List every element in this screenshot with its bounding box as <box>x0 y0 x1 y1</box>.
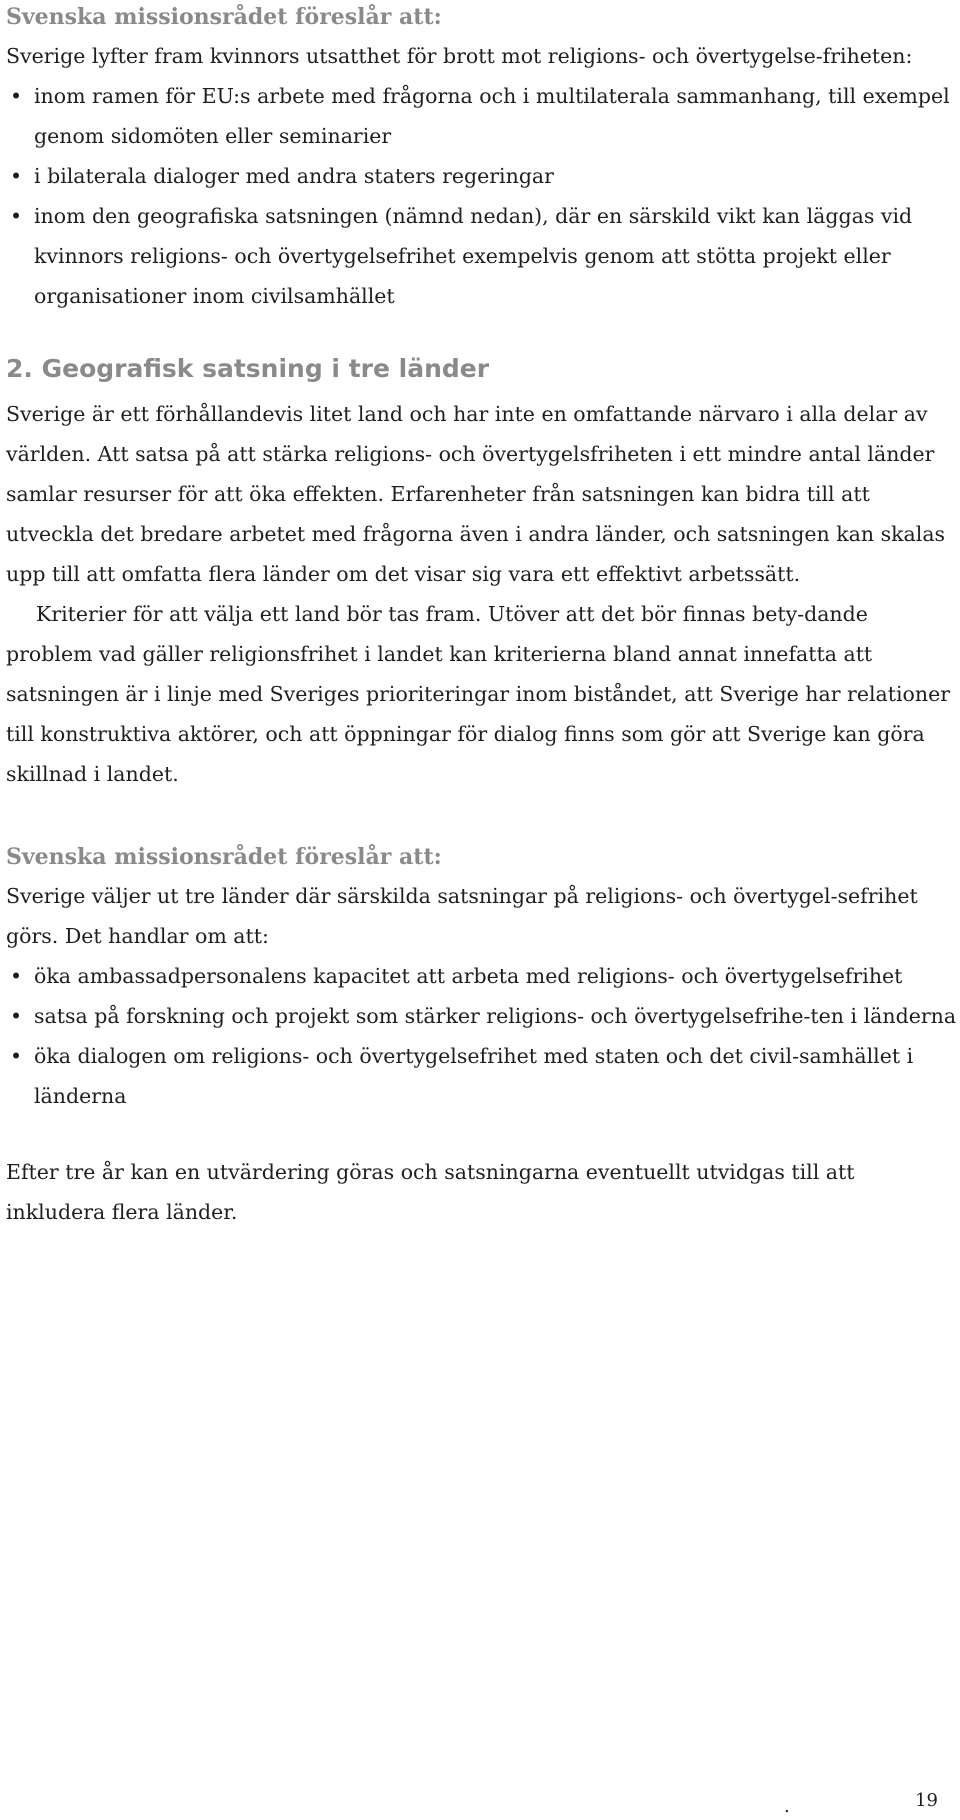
bullet-icon: • <box>10 1044 23 1068</box>
bullet-icon: • <box>10 1004 23 1028</box>
document-page <box>6 0 958 1232</box>
closing-paragraph: Efter tre år kan en utvärdering göras och satsningarna eventuellt utvidgas till att inkludera flera länder. <box>6 1160 855 1224</box>
section-heading-2: 2. Geografisk satsning i tre länder <box>6 354 490 383</box>
bullet-icon: • <box>10 204 23 228</box>
list-item: • öka dialogen om religions- och övertygelsefrihet med staten och det civil-samhället i länderna <box>6 1036 958 1116</box>
list-item: • satsa på forskning och projekt som stärker religions- och övertygelsefrihe-ten i länderna <box>6 996 958 1036</box>
proposal-intro-2: Sverige väljer ut tre länder där särskilda satsningar på religions- och övertygel-sefrihet görs. Det handlar om att: <box>6 884 918 948</box>
bullet-icon: • <box>10 84 23 108</box>
list-item: • inom ramen för EU:s arbete med frågorna och i multilaterala sammanhang, till exempel genom sidomöten eller seminarier <box>6 76 958 156</box>
proposal-heading-2: Svenska missionsrådet föreslår att: <box>6 844 442 870</box>
list-item: • i bilaterala dialoger med andra staters regeringar <box>6 156 958 196</box>
proposal-list-1 <box>6 76 958 316</box>
section-paragraph-1: Sverige är ett förhållandevis litet land och har inte en omfattande närvaro i alla delar av världen. Att satsa på att stärka religions- och övertygelsfriheten i ett mindre antal länder samlar resurser för att öka effekten. Erfarenheter från satsningen kan bidra till att utveckla det bredare arbetet med frågorna även i andra länder, och satsningen kan skalas upp till att omfatta flera länder om det visar sig vara ett effektivt arbetssätt. <box>6 402 946 586</box>
bullet-icon: • <box>10 964 23 988</box>
proposal-list-2 <box>6 956 958 1116</box>
list-item: • öka ambassadpersonalens kapacitet att arbeta med religions- och övertygelsefrihet <box>6 956 958 996</box>
list-item: • inom den geografiska satsningen (nämnd nedan), där en särskild vikt kan läggas vid kvinnors religions- och övertygelsefrihet exempelvis genom att stötta projekt eller organisationer inom civilsamhället <box>6 196 958 316</box>
footer-dot: . <box>784 1796 790 1817</box>
page-number: 19 <box>915 1790 938 1811</box>
bullet-icon: • <box>10 164 23 188</box>
proposal-intro-1: Sverige lyfter fram kvinnors utsatthet för brott mot religions- och övertygelse-friheten: <box>6 44 913 68</box>
proposal-heading-1: Svenska missionsrådet föreslår att: <box>6 4 442 30</box>
section-paragraph-2: Kriterier för att välja ett land bör tas fram. Utöver att det bör finnas bety-dande problem vad gäller religionsfrihet i landet kan kriterierna bland annat innefatta att satsningen är i linje med Sveriges prioriteringar inom biståndet, att Sverige har relationer till konstruktiva aktörer, och att öppningar för dialog finns som gör att Sverige kan göra skillnad i landet. <box>6 602 951 786</box>
